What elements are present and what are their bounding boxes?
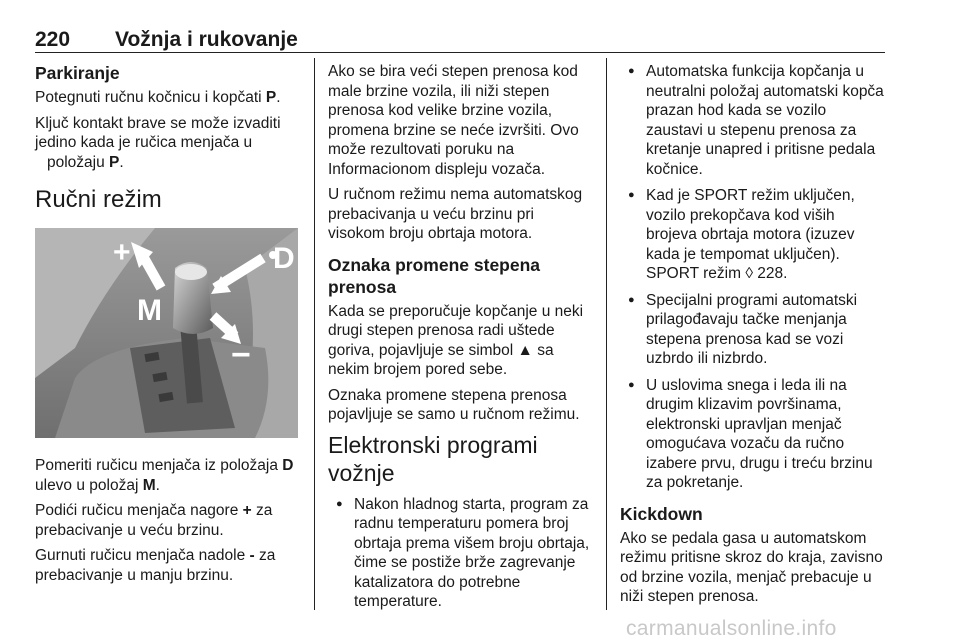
page-number: 220 xyxy=(35,28,71,51)
paragraph-shift-up: Podići ručicu menjača nagore + za prebacivanje u veću brzinu. xyxy=(35,502,273,539)
page-header xyxy=(35,28,885,52)
running-title: Vožnja i rukovanje xyxy=(115,28,298,51)
list-item: ● U uslovima snega i leda ili na drugim klizavim površinama, elektronski upravljan menjač omogućava vozaču da ručno izabere prvu, drugu i treću brzinu za pokretanje. xyxy=(620,376,886,493)
heading-kickdown: Kickdown xyxy=(620,503,703,524)
list-item: ● Nakon hladnog starta, program za radnu temperaturu pomera broj obrtaja prema višem broju obrtaja, čime se postiže brže zagrevanje katalizatora do potrebne temperature. xyxy=(328,495,593,612)
upshift-triangle-icon: ▲ xyxy=(517,341,533,359)
paragraph-no-auto-upshift: U ručnom režimu nema automatskog prebacivanja u veću brzinu pri visokom broju obrtaja motora. xyxy=(328,186,583,242)
paragraph-invalid-shift: Ako se bira veći stepen prenosa kod male brzine vozila, ili niži stepen prenosa kod velike brzine vozila, promena brzine se neće izvršiti. Ovo može rezultovati poruku na Informacionom displeju vozača. xyxy=(328,63,579,178)
column-divider-2 xyxy=(606,58,607,610)
figure-label-d: D xyxy=(273,242,295,275)
paragraph-parking-brake: Potegnuti ručnu kočnicu i kopčati P. xyxy=(35,89,281,106)
paragraph-move-to-m: Pomeriti ručicu menjača iz položaja D ulevo u položaj M. xyxy=(35,457,294,494)
paragraph-indicator-manual-only: Oznaka promene stepena prenosa pojavljuje se samo u ručnom režimu. xyxy=(328,386,580,423)
paragraph-shift-down: Gurnuti ručicu menjača nadole - za prebacivanje u manju brzinu. xyxy=(35,547,276,584)
column-divider-1 xyxy=(314,58,315,610)
paragraph-shift-indicator: Kada se preporučuje kopčanje u neki drugi stepen prenosa radi uštede goriva, pojavljuje se simbol ▲ sa nekim brojem pored sebe. xyxy=(328,302,584,378)
column-2 xyxy=(328,62,593,619)
heading-rucni-rezim: Ručni režim xyxy=(35,186,162,213)
figure-label-m: M xyxy=(137,294,162,327)
paragraph-key-removal: Ključ kontakt brave se može izvaditi jedino kada je ručica menjača u položaju P. xyxy=(35,114,281,171)
watermark: carmanualsonline.info xyxy=(626,617,837,640)
heading-elektronski-programi: Elektronski programi vožnje xyxy=(328,431,538,486)
bullet-list-programs-continued xyxy=(620,62,886,493)
header-rule xyxy=(35,52,885,53)
heading-parkiranje: Parkiranje xyxy=(35,63,120,83)
paragraph-kickdown: Ako se pedala gasa u automatskom režimu pritisne skroz do kraja, zavisno od brzine vozila, menjač prebacuje u niži stepen prenosa. xyxy=(620,529,883,605)
gear-selector-illustration xyxy=(35,228,298,438)
column-3 xyxy=(620,62,886,613)
list-item: ● Automatska funkcija kopčanja u neutralni položaj automatski kopča prazan hod kada se vozilo zaustavi u stepenu prenosa za kretanje unapred i pritisne pedala kočnice. xyxy=(620,62,886,179)
column-1 xyxy=(35,62,300,591)
list-item: ● Specijalni programi automatski prilagođavaju tačke menjanja stepena prenosa kad se vozi uzbrdo ili nizbrdo. xyxy=(620,291,886,369)
figure-label-plus: + xyxy=(113,236,131,269)
figure-label-minus: − xyxy=(231,336,251,374)
bullet-list-programs xyxy=(328,495,593,612)
list-item: ● Kad je SPORT režim uključen, vozilo prekopčava kod viših brojeva obrtaja motora (izuzev kada je tempomat uključen). SPORT režim ◊ 228. xyxy=(620,186,886,284)
page-reference-link[interactable]: ◊ 228. xyxy=(745,265,788,282)
heading-oznaka-promene: Oznaka promene stepena prenosa xyxy=(328,254,541,297)
